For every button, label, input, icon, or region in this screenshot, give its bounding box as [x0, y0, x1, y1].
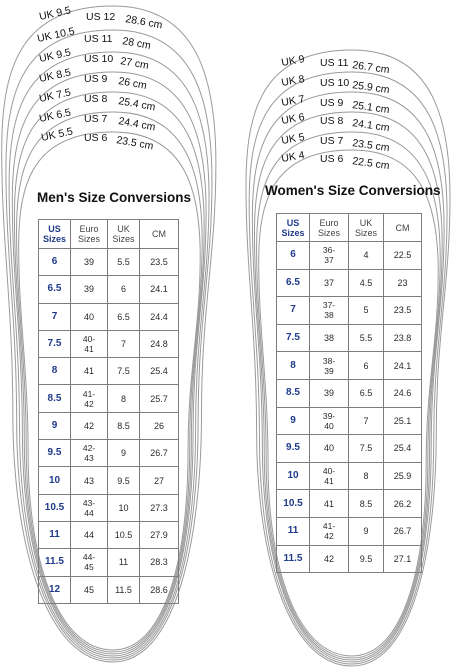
mens-cell-euro: 41- 42 — [71, 385, 108, 412]
mens-cell-cm: 23.5 — [140, 249, 179, 276]
womens-cell-uk: 5.5 — [349, 324, 384, 352]
mens-cell-euro: 45 — [71, 576, 108, 603]
womens-cell-uk: 9 — [349, 517, 384, 545]
table-row — [39, 303, 179, 330]
mens-cell-us: 8 — [39, 358, 71, 385]
womens-outline-label-us: US 8 — [320, 115, 344, 127]
womens-cell-euro: 40- 41 — [310, 462, 349, 490]
mens-cell-us: 6.5 — [39, 276, 71, 303]
womens-cell-uk: 8 — [349, 462, 384, 490]
table-row — [39, 576, 179, 603]
womens-cell-uk: 7.5 — [349, 435, 384, 463]
mens-outline-label-cm: 25.4 cm — [117, 95, 157, 114]
womens-outline-label-cm: 23.5 cm — [351, 137, 391, 155]
mens-cell-us: 7.5 — [39, 330, 71, 357]
womens-outline-label-us: US 7 — [320, 135, 344, 147]
mens-cell-uk: 6 — [108, 276, 140, 303]
mens-cell-uk: 11.5 — [108, 576, 140, 603]
womens-title: Women's Size Conversions — [265, 183, 441, 198]
mens-cell-cm: 28.6 — [140, 576, 179, 603]
womens-outline-label-us: US 6 — [320, 153, 344, 165]
womens-outline-label-uk: UK 4 — [280, 149, 306, 165]
mens-header-euro: Euro Sizes — [71, 220, 108, 249]
table-row — [277, 242, 422, 270]
mens-header-cm: CM — [140, 220, 179, 249]
womens-cell-euro: 39 — [310, 379, 349, 407]
womens-cell-cm: 24.1 — [384, 352, 422, 380]
womens-cell-cm: 25.1 — [384, 407, 422, 435]
mens-outline-label-uk: UK 5.5 — [40, 125, 75, 144]
mens-cell-euro: 44 — [71, 521, 108, 548]
mens-header-uk: UK Sizes — [108, 220, 140, 249]
mens-cell-euro: 40- 41 — [71, 330, 108, 357]
mens-cell-uk: 9.5 — [108, 467, 140, 494]
womens-cell-cm: 23.8 — [384, 324, 422, 352]
table-row — [277, 490, 422, 518]
womens-size-table — [276, 213, 422, 573]
womens-cell-euro: 37 — [310, 269, 349, 297]
mens-cell-us: 11.5 — [39, 549, 71, 576]
mens-title: Men's Size Conversions — [37, 190, 192, 205]
womens-outline-label-uk: UK 7 — [280, 93, 306, 109]
table-row — [277, 462, 422, 490]
mens-cell-cm: 24.8 — [140, 330, 179, 357]
mens-outline-labels — [36, 4, 163, 152]
womens-cell-cm: 23 — [384, 269, 422, 297]
womens-cell-us: 6.5 — [277, 269, 310, 297]
mens-cell-cm: 27.9 — [140, 521, 179, 548]
mens-cell-uk: 7 — [108, 330, 140, 357]
mens-cell-cm: 28.3 — [140, 549, 179, 576]
table-row — [277, 407, 422, 435]
mens-outline-label-us: US 10 — [84, 53, 114, 65]
womens-cell-cm: 26.2 — [384, 490, 422, 518]
womens-outline-label-uk: UK 5 — [280, 131, 306, 147]
womens-cell-uk: 5 — [349, 297, 384, 325]
mens-outline-label-us: US 9 — [84, 73, 108, 85]
womens-header-row — [277, 214, 422, 242]
table-row — [39, 440, 179, 467]
table-row — [39, 276, 179, 303]
womens-outline-label-cm: 24.1 cm — [351, 117, 391, 135]
mens-header-row — [39, 220, 179, 249]
mens-outline-label-us: US 11 — [84, 33, 113, 45]
womens-cell-us: 8 — [277, 352, 310, 380]
mens-cell-us: 6 — [39, 249, 71, 276]
womens-outline-label-us: US 10 — [320, 77, 350, 89]
mens-outline-label-cm: 28 cm — [121, 35, 152, 52]
mens-outline-label-cm: 26 cm — [117, 75, 148, 92]
womens-cell-us: 11.5 — [277, 545, 310, 573]
mens-cell-uk: 11 — [108, 549, 140, 576]
womens-outline-label-uk: UK 8 — [280, 73, 306, 89]
womens-cell-euro: 36- 37 — [310, 242, 349, 270]
mens-outline-label-uk: UK 10.5 — [36, 25, 76, 45]
mens-outline-label-us: US 6 — [84, 132, 108, 144]
mens-cell-us: 8.5 — [39, 385, 71, 412]
womens-cell-euro: 38 — [310, 324, 349, 352]
womens-outline-label-cm: 22.5 cm — [351, 155, 391, 173]
mens-cell-euro: 39 — [71, 276, 108, 303]
mens-outline-label-uk: UK 8.5 — [38, 66, 73, 85]
mens-outline-label-cm: 28.6 cm — [124, 13, 164, 32]
womens-cell-euro: 42 — [310, 545, 349, 573]
table-row — [277, 352, 422, 380]
womens-cell-us: 8.5 — [277, 379, 310, 407]
table-row — [39, 249, 179, 276]
womens-outline-label-uk: UK 6 — [280, 111, 306, 127]
mens-outline-label-us: US 7 — [84, 113, 108, 125]
mens-cell-us: 12 — [39, 576, 71, 603]
womens-cell-us: 7 — [277, 297, 310, 325]
womens-cell-cm: 25.9 — [384, 462, 422, 490]
womens-cell-us: 6 — [277, 242, 310, 270]
table-row — [39, 412, 179, 439]
mens-cell-uk: 8 — [108, 385, 140, 412]
mens-cell-euro: 40 — [71, 303, 108, 330]
mens-size-table — [38, 219, 179, 604]
mens-cell-us: 7 — [39, 303, 71, 330]
womens-cell-us: 10 — [277, 462, 310, 490]
womens-cell-euro: 40 — [310, 435, 349, 463]
table-row — [277, 324, 422, 352]
mens-cell-uk: 5.5 — [108, 249, 140, 276]
mens-cell-us: 11 — [39, 521, 71, 548]
mens-outline-label-us: US 8 — [84, 93, 108, 105]
mens-cell-uk: 6.5 — [108, 303, 140, 330]
mens-cell-us: 9 — [39, 412, 71, 439]
womens-outline-label-cm: 25.1 cm — [351, 99, 391, 117]
mens-cell-euro: 42- 43 — [71, 440, 108, 467]
table-row — [39, 330, 179, 357]
womens-header-euro: Euro Sizes — [310, 214, 349, 242]
mens-cell-cm: 26.7 — [140, 440, 179, 467]
table-row — [39, 385, 179, 412]
mens-cell-euro: 39 — [71, 249, 108, 276]
mens-cell-euro: 43- 44 — [71, 494, 108, 521]
womens-cell-cm: 24.6 — [384, 379, 422, 407]
table-row — [277, 435, 422, 463]
womens-outline-label-us: US 9 — [320, 97, 344, 109]
table-row — [39, 467, 179, 494]
mens-cell-uk: 10 — [108, 494, 140, 521]
mens-header-us: US Sizes — [39, 220, 71, 249]
mens-outline-label-uk: UK 9.5 — [38, 4, 73, 23]
womens-outline-label-cm: 25.9 cm — [351, 79, 391, 97]
womens-cell-us: 9 — [277, 407, 310, 435]
table-row — [277, 379, 422, 407]
womens-header-uk: UK Sizes — [349, 214, 384, 242]
womens-cell-euro: 41- 42 — [310, 517, 349, 545]
womens-outline-label-cm: 26.7 cm — [351, 59, 391, 77]
mens-cell-uk: 7.5 — [108, 358, 140, 385]
mens-cell-uk: 9 — [108, 440, 140, 467]
mens-outline-label-cm: 24.4 cm — [117, 115, 157, 134]
mens-cell-uk: 8.5 — [108, 412, 140, 439]
womens-cell-cm: 22.5 — [384, 242, 422, 270]
table-row — [277, 517, 422, 545]
mens-cell-euro: 44- 45 — [71, 549, 108, 576]
mens-cell-cm: 27 — [140, 467, 179, 494]
mens-cell-cm: 25.7 — [140, 385, 179, 412]
mens-cell-cm: 26 — [140, 412, 179, 439]
womens-cell-euro: 38- 39 — [310, 352, 349, 380]
mens-outline-label-uk: UK 6.5 — [38, 106, 73, 125]
womens-cell-uk: 7 — [349, 407, 384, 435]
mens-cell-us: 9.5 — [39, 440, 71, 467]
mens-outline-label-cm: 27 cm — [119, 55, 150, 72]
womens-cell-us: 10.5 — [277, 490, 310, 518]
table-row — [39, 521, 179, 548]
womens-cell-cm: 25.4 — [384, 435, 422, 463]
womens-cell-us: 11 — [277, 517, 310, 545]
womens-cell-uk: 8.5 — [349, 490, 384, 518]
mens-outline-label-us: US 12 — [86, 11, 116, 23]
womens-cell-us: 9.5 — [277, 435, 310, 463]
womens-cell-cm: 23.5 — [384, 297, 422, 325]
table-row — [277, 297, 422, 325]
womens-outline-label-us: US 11 — [320, 57, 349, 69]
womens-cell-uk: 4 — [349, 242, 384, 270]
womens-header-us: US Sizes — [277, 214, 310, 242]
womens-cell-cm: 27.1 — [384, 545, 422, 573]
mens-cell-uk: 10.5 — [108, 521, 140, 548]
womens-cell-euro: 39- 40 — [310, 407, 349, 435]
table-row — [277, 269, 422, 297]
womens-cell-us: 7.5 — [277, 324, 310, 352]
womens-cell-uk: 6 — [349, 352, 384, 380]
womens-outline-label-uk: UK 9 — [280, 53, 306, 69]
mens-cell-euro: 41 — [71, 358, 108, 385]
mens-outline-label-cm: 23.5 cm — [115, 134, 155, 153]
table-row — [39, 549, 179, 576]
table-row — [39, 358, 179, 385]
table-row — [39, 494, 179, 521]
womens-cell-uk: 6.5 — [349, 379, 384, 407]
mens-cell-cm: 24.1 — [140, 276, 179, 303]
womens-cell-euro: 37- 38 — [310, 297, 349, 325]
table-row — [277, 545, 422, 573]
womens-cell-uk: 9.5 — [349, 545, 384, 573]
mens-cell-euro: 42 — [71, 412, 108, 439]
womens-header-cm: CM — [384, 214, 422, 242]
mens-outline-label-uk: UK 9.5 — [38, 46, 73, 65]
mens-cell-us: 10 — [39, 467, 71, 494]
mens-cell-cm: 25.4 — [140, 358, 179, 385]
womens-cell-euro: 41 — [310, 490, 349, 518]
womens-cell-cm: 26.7 — [384, 517, 422, 545]
mens-cell-euro: 43 — [71, 467, 108, 494]
mens-cell-us: 10.5 — [39, 494, 71, 521]
mens-outline-label-uk: UK 7.5 — [38, 86, 73, 105]
mens-cell-cm: 27.3 — [140, 494, 179, 521]
mens-cell-cm: 24.4 — [140, 303, 179, 330]
womens-cell-uk: 4.5 — [349, 269, 384, 297]
